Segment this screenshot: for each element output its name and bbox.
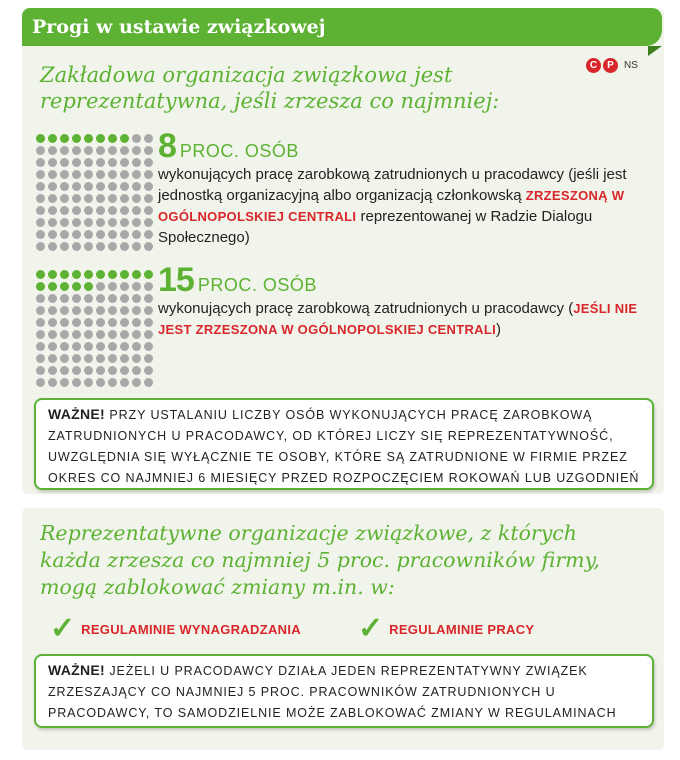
percent-dot xyxy=(72,270,81,279)
percent-dot xyxy=(96,330,105,339)
percent-dot xyxy=(108,282,117,291)
percent-dot xyxy=(36,182,45,191)
percent-dot xyxy=(72,306,81,315)
percent-dot xyxy=(144,354,153,363)
percent-dot xyxy=(84,218,93,227)
note-label: WAŻNE! xyxy=(48,662,106,678)
percent-dot xyxy=(120,342,129,351)
percent-dot xyxy=(84,306,93,315)
percent-dot xyxy=(72,206,81,215)
percent-dot xyxy=(48,194,57,203)
percent-dot xyxy=(84,294,93,303)
percent-dot xyxy=(60,194,69,203)
percent-dot xyxy=(132,354,141,363)
threshold-number: 15 xyxy=(158,261,194,299)
percent-dot xyxy=(72,378,81,387)
percent-dot xyxy=(144,294,153,303)
percent-dot xyxy=(36,342,45,351)
percent-dot xyxy=(120,366,129,375)
percent-dot xyxy=(72,194,81,203)
note-text: PRZY USTALANIU LICZBY OSÓB WYKONUJĄCYCH PRACĘ ZAROBKOWĄ ZATRUDNIONYCH U PRACODAWCY, OD KTÓREJ LICZY SIĘ REPREZENTATYWNOŚĆ, UWZGLĘDNIA SIĘ WYŁĄCZNIE TE OSOBY, KTÓRE SĄ ZATRUDNIONE W FIRMIE PRZEZ OKRES CO NAJMNIEJ 6 MIESIĘCY PRZED ROZPOCZĘCIEM ROKOWAŃ LUB UZGODNIEŃ xyxy=(48,408,640,485)
percent-dot xyxy=(60,306,69,315)
percent-dot xyxy=(132,134,141,143)
percent-dot xyxy=(72,330,81,339)
percent-dot xyxy=(48,330,57,339)
dot-grid-8-percent xyxy=(36,134,153,251)
percent-dot xyxy=(84,194,93,203)
percent-dot xyxy=(120,294,129,303)
threshold-unit: PROC. OSÓB xyxy=(179,141,299,161)
percent-dot xyxy=(60,342,69,351)
percent-dot xyxy=(108,378,117,387)
percent-dot xyxy=(108,342,117,351)
percent-dot xyxy=(60,242,69,251)
check-icon: ✓ xyxy=(50,612,76,645)
percent-dot xyxy=(120,330,129,339)
percent-dot xyxy=(120,182,129,191)
percent-dot xyxy=(48,170,57,179)
percent-dot xyxy=(132,342,141,351)
percent-dot xyxy=(120,146,129,155)
percent-dot xyxy=(132,270,141,279)
percent-dot xyxy=(96,294,105,303)
page-title: Progi w ustawie związkowej xyxy=(22,8,662,46)
percent-dot xyxy=(96,134,105,143)
percent-dot xyxy=(144,366,153,375)
percent-dot xyxy=(96,242,105,251)
percent-dot xyxy=(96,366,105,375)
note-label: WAŻNE! xyxy=(48,406,106,422)
percent-dot xyxy=(144,270,153,279)
percent-dot xyxy=(48,282,57,291)
percent-dot xyxy=(132,366,141,375)
percent-dot xyxy=(48,242,57,251)
percent-dot xyxy=(144,194,153,203)
percent-dot xyxy=(72,342,81,351)
percent-dot xyxy=(60,270,69,279)
percent-dot xyxy=(96,230,105,239)
percent-dot xyxy=(132,146,141,155)
percent-dot xyxy=(108,218,117,227)
percent-dot xyxy=(36,230,45,239)
percent-dot xyxy=(60,378,69,387)
percent-dot xyxy=(60,282,69,291)
percent-dot xyxy=(144,134,153,143)
percent-dot xyxy=(120,218,129,227)
percent-dot xyxy=(132,194,141,203)
percent-dot xyxy=(60,218,69,227)
percent-dot xyxy=(84,282,93,291)
percent-dot xyxy=(132,294,141,303)
percent-dot xyxy=(84,342,93,351)
percent-dot xyxy=(72,134,81,143)
percent-dot xyxy=(120,170,129,179)
percent-dot xyxy=(120,194,129,203)
percent-dot xyxy=(132,170,141,179)
percent-dot xyxy=(144,242,153,251)
percent-dot xyxy=(84,170,93,179)
percent-dot xyxy=(36,242,45,251)
percent-dot xyxy=(108,306,117,315)
threshold-description xyxy=(158,164,648,248)
section1-lead: Zakładowa organizacja związkowa jest reprezentatywna, jeśli zrzesza co najmniej: xyxy=(40,63,500,113)
percent-dot xyxy=(36,270,45,279)
percent-dot xyxy=(96,354,105,363)
percent-dot xyxy=(96,158,105,167)
percent-dot xyxy=(108,230,117,239)
percent-dot xyxy=(120,134,129,143)
blocked-item-wage-regulations xyxy=(50,614,301,644)
percent-dot xyxy=(120,354,129,363)
percent-dot xyxy=(36,306,45,315)
percent-dot xyxy=(84,366,93,375)
percent-dot xyxy=(84,270,93,279)
percent-dot xyxy=(72,294,81,303)
percent-dot xyxy=(96,182,105,191)
percent-dot xyxy=(84,230,93,239)
percent-dot xyxy=(72,182,81,191)
percent-dot xyxy=(60,134,69,143)
percent-dot xyxy=(96,318,105,327)
percent-dot xyxy=(132,218,141,227)
percent-dot xyxy=(48,134,57,143)
percent-dot xyxy=(96,342,105,351)
threshold-15-percent xyxy=(158,262,648,340)
percent-dot xyxy=(96,146,105,155)
percent-dot xyxy=(36,330,45,339)
percent-dot xyxy=(72,218,81,227)
percent-dot xyxy=(84,330,93,339)
percent-dot xyxy=(132,330,141,339)
percent-dot xyxy=(36,158,45,167)
check-icon: ✓ xyxy=(358,612,384,645)
percent-dot xyxy=(60,230,69,239)
important-note-box xyxy=(34,398,654,490)
description-emphasis: JEŚLI NIE JEST ZRZESZONA W OGÓLNOPOLSKIEJ CENTRALI xyxy=(158,301,638,337)
percent-dot xyxy=(120,306,129,315)
percent-dot xyxy=(108,170,117,179)
percent-dot xyxy=(60,182,69,191)
threshold-unit: PROC. OSÓB xyxy=(197,275,317,295)
percent-dot xyxy=(108,366,117,375)
percent-dot xyxy=(60,294,69,303)
description-emphasis: ZRZESZONĄ W OGÓLNOPOLSKIEJ CENTRALI xyxy=(158,188,625,224)
percent-dot xyxy=(144,342,153,351)
threshold-heading xyxy=(158,128,648,164)
percent-dot xyxy=(132,158,141,167)
percent-dot xyxy=(144,378,153,387)
percent-dot xyxy=(72,230,81,239)
percent-dot xyxy=(84,354,93,363)
percent-dot xyxy=(108,270,117,279)
percent-dot xyxy=(84,182,93,191)
percent-dot xyxy=(120,378,129,387)
percent-dot xyxy=(108,206,117,215)
percent-dot xyxy=(36,218,45,227)
percent-dot xyxy=(48,378,57,387)
percent-dot xyxy=(84,206,93,215)
percent-dot xyxy=(36,282,45,291)
percent-dot xyxy=(60,366,69,375)
percent-dot xyxy=(108,194,117,203)
blocked-item-label: REGULAMINIE WYNAGRADZANIA xyxy=(81,621,301,637)
percent-dot xyxy=(108,134,117,143)
percent-dot xyxy=(120,282,129,291)
percent-dot xyxy=(96,270,105,279)
percent-dot xyxy=(132,318,141,327)
percent-dot xyxy=(120,242,129,251)
percent-dot xyxy=(144,306,153,315)
percent-dot xyxy=(144,146,153,155)
percent-dot xyxy=(60,146,69,155)
percent-dot xyxy=(36,378,45,387)
description-text-end: reprezentowanej w Radzie Dialogu Społecznego) xyxy=(158,208,593,246)
percent-dot xyxy=(120,270,129,279)
percent-dot xyxy=(132,282,141,291)
percent-dot xyxy=(84,158,93,167)
percent-dot xyxy=(144,158,153,167)
percent-dot xyxy=(132,206,141,215)
photo-rights-icon: P xyxy=(603,58,618,73)
percent-dot xyxy=(72,318,81,327)
percent-dot xyxy=(108,318,117,327)
description-text-end: ) xyxy=(495,321,501,338)
percent-dot xyxy=(72,242,81,251)
threshold-description xyxy=(158,298,648,340)
percent-dot xyxy=(132,182,141,191)
percent-dot xyxy=(36,134,45,143)
percent-dot xyxy=(108,330,117,339)
percent-dot xyxy=(132,306,141,315)
percent-dot xyxy=(144,282,153,291)
percent-dot xyxy=(48,270,57,279)
percent-dot xyxy=(48,146,57,155)
percent-dot xyxy=(84,242,93,251)
percent-dot xyxy=(96,170,105,179)
percent-dot xyxy=(36,146,45,155)
percent-dot xyxy=(120,158,129,167)
percent-dot xyxy=(84,134,93,143)
copyright-icon: C xyxy=(586,58,601,73)
percent-dot xyxy=(48,294,57,303)
percent-dot xyxy=(72,170,81,179)
percent-dot xyxy=(96,194,105,203)
percent-dot xyxy=(144,182,153,191)
percent-dot xyxy=(132,378,141,387)
percent-dot xyxy=(60,170,69,179)
percent-dot xyxy=(120,206,129,215)
important-note-box xyxy=(34,654,654,728)
percent-dot xyxy=(144,318,153,327)
percent-dot xyxy=(48,182,57,191)
percent-dot xyxy=(120,318,129,327)
percent-dot xyxy=(48,318,57,327)
percent-dot xyxy=(96,306,105,315)
percent-dot xyxy=(36,318,45,327)
percent-dot xyxy=(96,378,105,387)
percent-dot xyxy=(144,330,153,339)
percent-dot xyxy=(96,218,105,227)
blocked-item-work-regulations xyxy=(358,614,534,644)
percent-dot xyxy=(48,354,57,363)
percent-dot xyxy=(132,230,141,239)
percent-dot xyxy=(60,206,69,215)
percent-dot xyxy=(72,354,81,363)
percent-dot xyxy=(36,206,45,215)
percent-dot xyxy=(36,354,45,363)
percent-dot xyxy=(60,354,69,363)
percent-dot xyxy=(48,158,57,167)
dot-grid-15-percent xyxy=(36,270,153,387)
percent-dot xyxy=(48,342,57,351)
percent-dot xyxy=(144,170,153,179)
section2-lead: Reprezentatywne organizacje związkowe, z których każda zrzesza co najmniej 5 proc. pracowników firmy, mogą zablokować zmiany m.in. w: xyxy=(40,521,600,599)
threshold-8-percent xyxy=(158,128,648,248)
percent-dot xyxy=(72,282,81,291)
percent-dot xyxy=(60,318,69,327)
percent-dot xyxy=(36,294,45,303)
percent-dot xyxy=(108,182,117,191)
percent-dot xyxy=(132,242,141,251)
blocked-item-label: REGULAMINIE PRACY xyxy=(389,621,535,637)
percent-dot xyxy=(108,158,117,167)
description-text: wykonujących pracę zarobkową zatrudnionych u pracodawcy ( xyxy=(158,300,574,317)
percent-dot xyxy=(60,158,69,167)
threshold-heading xyxy=(158,262,648,298)
percent-dot xyxy=(108,354,117,363)
percent-dot xyxy=(48,206,57,215)
percent-dot xyxy=(108,294,117,303)
percent-dot xyxy=(96,282,105,291)
percent-dot xyxy=(108,146,117,155)
percent-dot xyxy=(48,230,57,239)
percent-dot xyxy=(72,158,81,167)
percent-dot xyxy=(48,218,57,227)
banner-fold xyxy=(648,46,662,56)
percent-dot xyxy=(48,306,57,315)
author-initials: NS xyxy=(624,60,638,71)
note-text: JEŻELI U PRACODAWCY DZIAŁA JEDEN REPREZENTATYWNY ZWIĄZEK ZRZESZAJĄCY CO NAJMNIEJ 5 PROC. PRACOWNIKÓW ZATRUDNIONYCH U PRACODAWCY, TO SAMODZIELNIE MOŻE ZABLOKOWAĆ ZMIANY W REGULAMINACH xyxy=(48,664,617,720)
percent-dot xyxy=(144,206,153,215)
percent-dot xyxy=(84,146,93,155)
percent-dot xyxy=(144,218,153,227)
percent-dot xyxy=(60,330,69,339)
percent-dot xyxy=(84,378,93,387)
percent-dot xyxy=(48,366,57,375)
percent-dot xyxy=(144,230,153,239)
percent-dot xyxy=(84,318,93,327)
percent-dot xyxy=(36,366,45,375)
percent-dot xyxy=(36,194,45,203)
percent-dot xyxy=(120,230,129,239)
percent-dot xyxy=(72,146,81,155)
percent-dot xyxy=(36,170,45,179)
percent-dot xyxy=(72,366,81,375)
threshold-number: 8 xyxy=(158,127,176,165)
description-text: wykonujących pracę zarobkową zatrudnionych u pracodawcy (jeśli jest jednostką organizacyjną albo organizacją członkowską xyxy=(158,166,627,204)
percent-dot xyxy=(96,206,105,215)
percent-dot xyxy=(108,242,117,251)
